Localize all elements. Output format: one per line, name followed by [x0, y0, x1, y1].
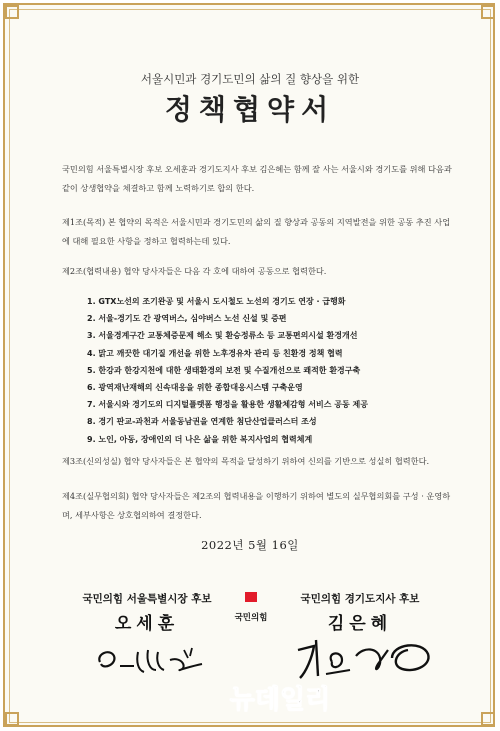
left-signer-role: 국민의힘 서울특별시장 후보 — [82, 593, 212, 605]
list-item: 6. 광역재난재해의 신속대응을 위한 종합대응시스템 구축운영 — [87, 383, 303, 393]
list-item: 5. 한강과 한강지천에 대한 생태환경의 보전 및 수질개선으로 쾌적한 환경구축 — [87, 365, 361, 375]
document-subtitle: 서울시민과 경기도민의 삶의 질 향상을 위한 — [140, 72, 360, 86]
signing-date: 2022년 5월 16일 — [201, 538, 299, 552]
list-item: 4. 맑고 깨끗한 대기질 개선을 위한 노후경유차 관리 등 친환경 정책 협력 — [87, 348, 343, 358]
list-item: 8. 경기 판교-과천과 서울동남권을 연계한 첨단산업클러스터 조성 — [87, 417, 317, 427]
intro-paragraph: 국민의힘 서울특별시장 후보 오세훈과 경기도지사 후보 김은혜는 함께 잘 사는 서울시와 경기도를 위해 다음과 같이 상생협약을 체결하고 함께 노력하기로 합의 한다. — [62, 164, 452, 193]
article-2: 제2조(협력내용) 협약 당사자들은 다음 각 호에 대하여 공동으로 협력한다. — [62, 266, 327, 276]
left-handwritten-signature — [92, 640, 222, 680]
list-item: 7. 서울시와 경기도의 디지털플랫폼 행정을 활용한 생활체감형 서비스 공동 제공 — [87, 400, 368, 410]
cooperation-items-list — [87, 293, 467, 448]
left-signer-name: 오세훈 — [114, 614, 180, 634]
watermark: 뉴데일리 — [229, 685, 331, 715]
right-signer-role: 국민의힘 경기도지사 후보 — [300, 593, 420, 605]
document-title: 정책협약서 — [164, 93, 336, 126]
party-logo-label: 국민의힘 — [234, 613, 268, 623]
party-logo — [219, 592, 283, 624]
right-signer-name: 김은혜 — [327, 614, 393, 634]
list-item: 2. 서울-경기도 간 광역버스, 심야버스 노선 신설 및 증편 — [87, 314, 287, 324]
party-logo-icon — [245, 592, 257, 602]
article-4: 제4조(실무협의회) 협약 당사자들은 제2조의 협력내용을 이행하기 위하여 별도의 실무협의회를 구성 · 운영하며, 세부사항은 상호협의하여 결정한다. — [62, 491, 451, 520]
article-3: 제3조(신의성실) 협약 당사자들은 본 협약의 목적을 달성하기 위하여 신의를 기반으로 성실히 협력한다. — [62, 456, 430, 466]
list-item: 3. 서울경계구간 교통체증문제 해소 및 환승정류소 등 교통편의시설 환경개선 — [87, 331, 358, 341]
article-1: 제1조(목적) 본 협약의 목적은 서울시민과 경기도민의 삶의 질 향상과 공동의 지역발전을 위한 공동 추진 사업에 대해 필요한 사항을 정하고 협력하는데 있다. — [62, 217, 451, 246]
right-handwritten-signature — [292, 632, 442, 684]
list-item: 1. GTX노선의 조기완공 및 서울시 도시철도 노선의 경기도 연장 · 급행화 — [87, 297, 346, 306]
list-item: 9. 노인, 아동, 장애인의 더 나은 삶을 위한 복지사업의 협력체계 — [87, 434, 313, 444]
